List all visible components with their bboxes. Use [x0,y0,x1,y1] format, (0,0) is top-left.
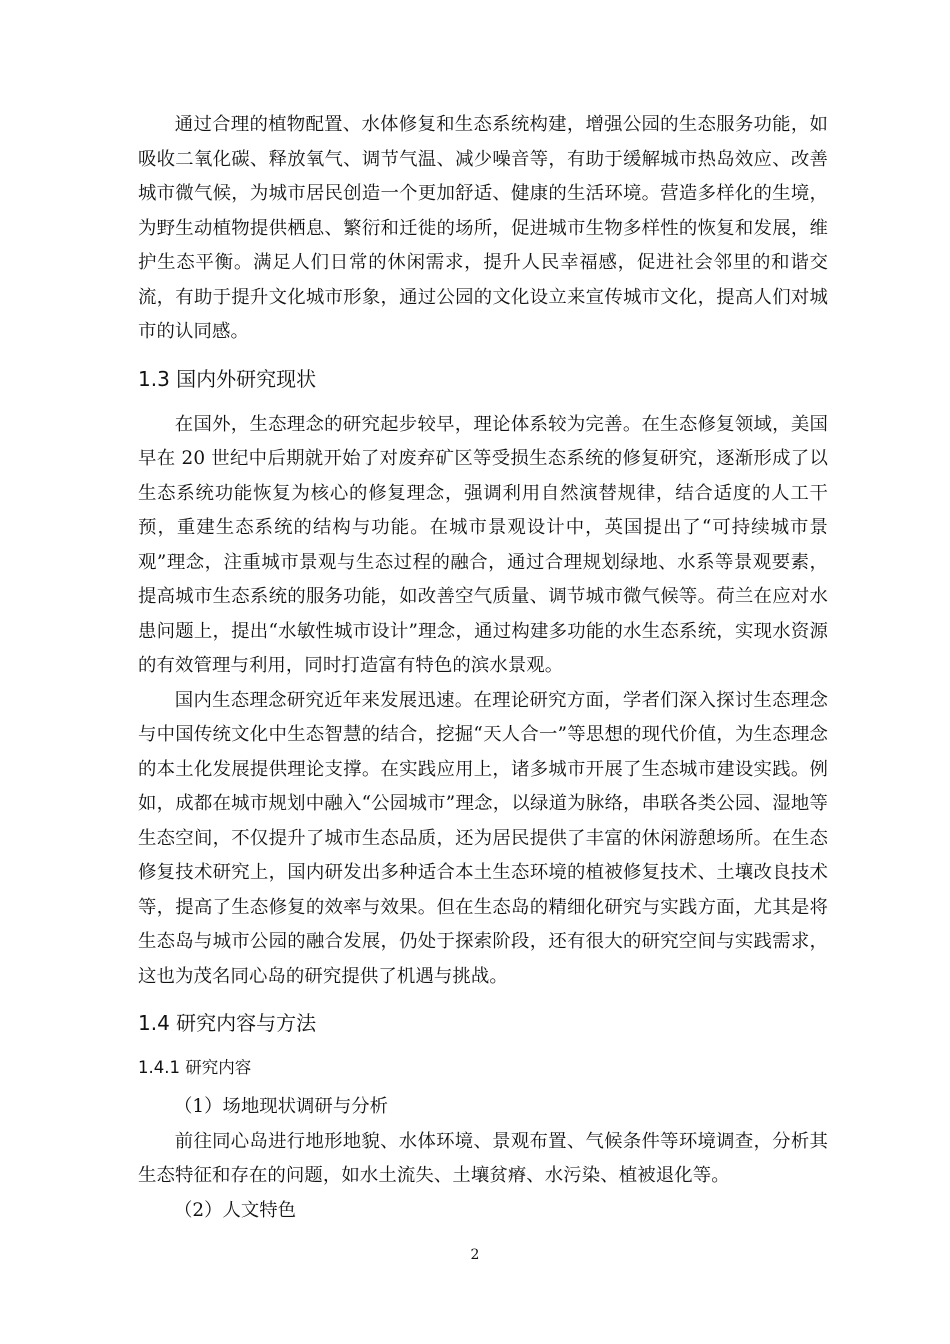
section-heading-1-4: 1.4 研究内容与方法 [138,1011,317,1035]
paragraph-ecological-functions: 通过合理的植物配置、水体修复和生态系统构建，增强公园的生态服务功能，如吸收二氧化碳、释放氧气、调节气温、减少噪音等，有助于缓解城市热岛效应、改善城市微气候，为城市居民创造一个更加舒适、健康的生活环境。营造多样化的生境，为野生动植物提供栖息、繁衍和迁徙的场所，促进城市生物多样性的恢复和发展，维护生态平衡。满足人们日常的休闲需求，提升人民幸福感，促进社会邻里的和谐交流，有助于提升文化城市形象，通过公园的文化设立来宣传城市文化，提高人们对城市的认同感。 [138,114,828,342]
page-number: 2 [470,1247,480,1263]
section-heading-1-3: 1.3 国内外研究现状 [138,366,317,391]
paragraph-domestic-research: 国内生态理念研究近年来发展迅速。在理论研究方面，学者们深入探讨生态理念与中国传统文化中生态智慧的结合，挖掘“天人合一”等思想的现代价值，为生态理念的本土化发展提供理论支撑。在实践应用上，诸多城市开展了生态城市建设实践。例如，成都在城市规划中融入“公园城市”理念，以绿道为脉络，串联各类公园、湿地等生态空间，不仅提升了城市生态品质，还为居民提供了丰富的休闲游憩场所。在生态修复技术研究上，国内研发出多种适合本土生态环境的植被修复技术、土壤改良技术等，提高了生态修复的效率与效果。但在生态岛的精细化研究与实践方面，尤其是将生态岛与城市公园的融合发展，仍处于探索阶段，还有很大的研究空间与实践需求，这也为茂名同心岛的研究提供了机遇与挑战。 [138,689,828,987]
page-content [138,108,828,1228]
list-item-site-survey: （1）场地现状调研与分析 [174,1096,388,1117]
list-item-cultural-features: （2）人文特色 [174,1199,297,1221]
subsection-heading-1-4-1: 1.4.1 研究内容 [138,1058,252,1077]
paragraph-site-survey: 前往同心岛进行地形地貌、水体环境、景观布置、气候条件等环境调查，分析其生态特征和存在的问题，如水土流失、土壤贫瘠、水污染、植被退化等。 [138,1130,828,1186]
paragraph-foreign-research: 在国外，生态理念的研究起步较早，理论体系较为完善。在生态修复领域，美国早在 20 世纪中后期就开始了对废弃矿区等受损生态系统的修复研究，逐渐形成了以生态系统功能恢复为核心的修复理念，强调利用自然演替规律，结合适度的人工干预，重建生态系统的结构与功能。在城市景观设计中，英国提出了“可持续城市景观”理念，注重城市景观与生态过程的融合，通过合理规划绿地、水系等景观要素，提高城市生态系统的服务功能，如改善空气质量、调节城市微气候等。荷兰在应对水患问题上，提出“水敏性城市设计”理念，通过构建多功能的水生态系统，实现水资源的有效管理与利用，同时打造富有特色的滨水景观。 [138,413,828,676]
